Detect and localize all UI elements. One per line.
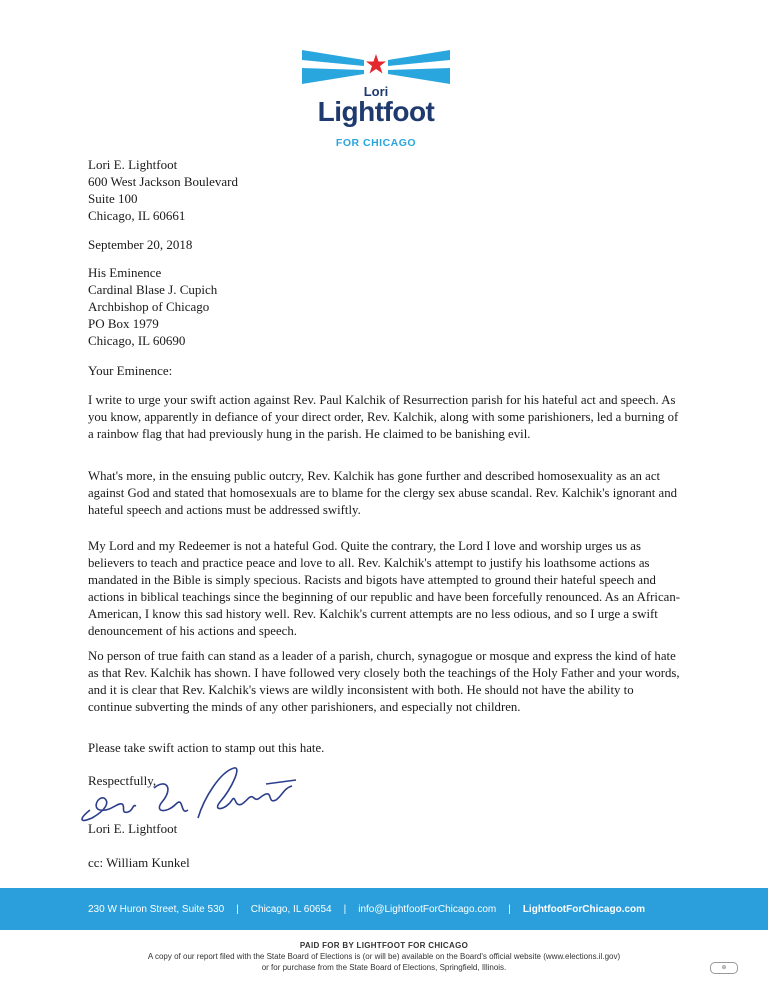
recipient-line: Cardinal Blase J. Cupich xyxy=(88,282,218,297)
footer-address: 230 W Huron Street, Suite 530 xyxy=(88,903,225,915)
sender-address xyxy=(88,156,238,224)
body-paragraph-1: I write to urge your swift action against Rev. Paul Kalchik of Resurrection parish for his hateful act and speech. As you know, apparently in defiance of your direct order, Rev. Kalchik, along with some parishioners, led a burning of a rainbow flag that had previously hung in the parish. He claimed to be banishing evil. xyxy=(88,393,679,441)
body-paragraph-5: Please take swift action to stamp out this hate. xyxy=(88,741,325,755)
footer-separator: | xyxy=(508,903,511,915)
salutation xyxy=(88,362,172,379)
footer-city: Chicago, IL 60654 xyxy=(250,903,332,915)
salutation-text: Your Eminence: xyxy=(88,363,173,378)
cc-line xyxy=(88,854,190,871)
footer-email-link[interactable]: info@LightfootForChicago.com xyxy=(358,903,497,915)
footer-separator: | xyxy=(236,903,239,915)
sender-suite: Suite 100 xyxy=(88,191,138,206)
campaign-logo xyxy=(0,0,768,160)
body-paragraph-3: My Lord and my Redeemer is not a hateful God. Quite the contrary, the Lord I love and worship urges us as believers to teach and practice peace and love to all. Rev. Kalchik's attempt to justify his loathsome actions as mandated in the Bible is simply specious. Racists and bigots have attempted to ground their hateful speech and actions in biblical teachings since the beginning of our republic and have been forcefully renounced. As an African-American, I know this sad history well. Rev. Kalchik's current attempts are no less odious, and so I urge a swift denouncement of his actions and speech. xyxy=(88,539,681,638)
legal-disclaimer xyxy=(60,940,708,973)
recipient-line: Archbishop of Chicago xyxy=(88,299,210,314)
disclaimer-line: A copy of our report filed with the State Board of Elections is (or will be) available on the Board's official website (www.elections.il.gov) xyxy=(147,952,621,961)
signer-name: Lori E. Lightfoot xyxy=(88,821,178,836)
date-text: September 20, 2018 xyxy=(88,237,193,252)
letter-date xyxy=(88,236,192,253)
footer-separator: | xyxy=(343,903,347,915)
recipient-address xyxy=(88,264,217,349)
recipient-line: Chicago, IL 60690 xyxy=(88,333,186,348)
body-paragraph-4: No person of true faith can stand as a leader of a parish, church, synagogue or mosque and express the kind of hate as that Rev. Kalchik has shown. I have followed very closely both the teachings of the Holy Father and your words, and it is clear that Rev. Kalchik's views are wildly inconsistent with both. He should not have the ability to continue subverting the minds of any other parishioners, and especially not children. xyxy=(88,649,680,714)
logo-tagline: FOR CHICAGO xyxy=(335,137,417,149)
logo-last-name: Lightfoot xyxy=(317,96,435,127)
chicago-flag-star-icon xyxy=(302,40,450,90)
closing-text: Respectfully, xyxy=(88,773,157,788)
signer xyxy=(88,820,177,837)
cc-text: cc: William Kunkel xyxy=(88,855,190,870)
recipient-line: PO Box 1979 xyxy=(88,316,159,331)
recipient-line: His Eminence xyxy=(88,265,162,280)
footer-website-link[interactable]: LightfootForChicago.com xyxy=(522,903,646,915)
logo-first-name: Lori xyxy=(363,84,389,99)
sender-name: Lori E. Lightfoot xyxy=(88,157,178,172)
paid-for-by: PAID FOR BY LIGHTFOOT FOR CHICAGO xyxy=(299,941,469,950)
union-bug-icon: ⊕ xyxy=(710,962,738,974)
body-paragraph-2: What's more, in the ensuing public outcry, Rev. Kalchik has gone further and described homosexuality as an act against God and stated that homosexuals are to blame for the clergy sex abuse scandal. Rev. Kalchik's ignorant and hateful speech and actions must be addressed swiftly. xyxy=(88,469,678,517)
sender-city: Chicago, IL 60661 xyxy=(88,208,186,223)
disclaimer-line: or for purchase from the State Board of Elections, Springfield, Illinois. xyxy=(261,963,507,972)
footer-contact-band xyxy=(0,888,768,930)
sender-street: 600 West Jackson Boulevard xyxy=(88,174,238,189)
